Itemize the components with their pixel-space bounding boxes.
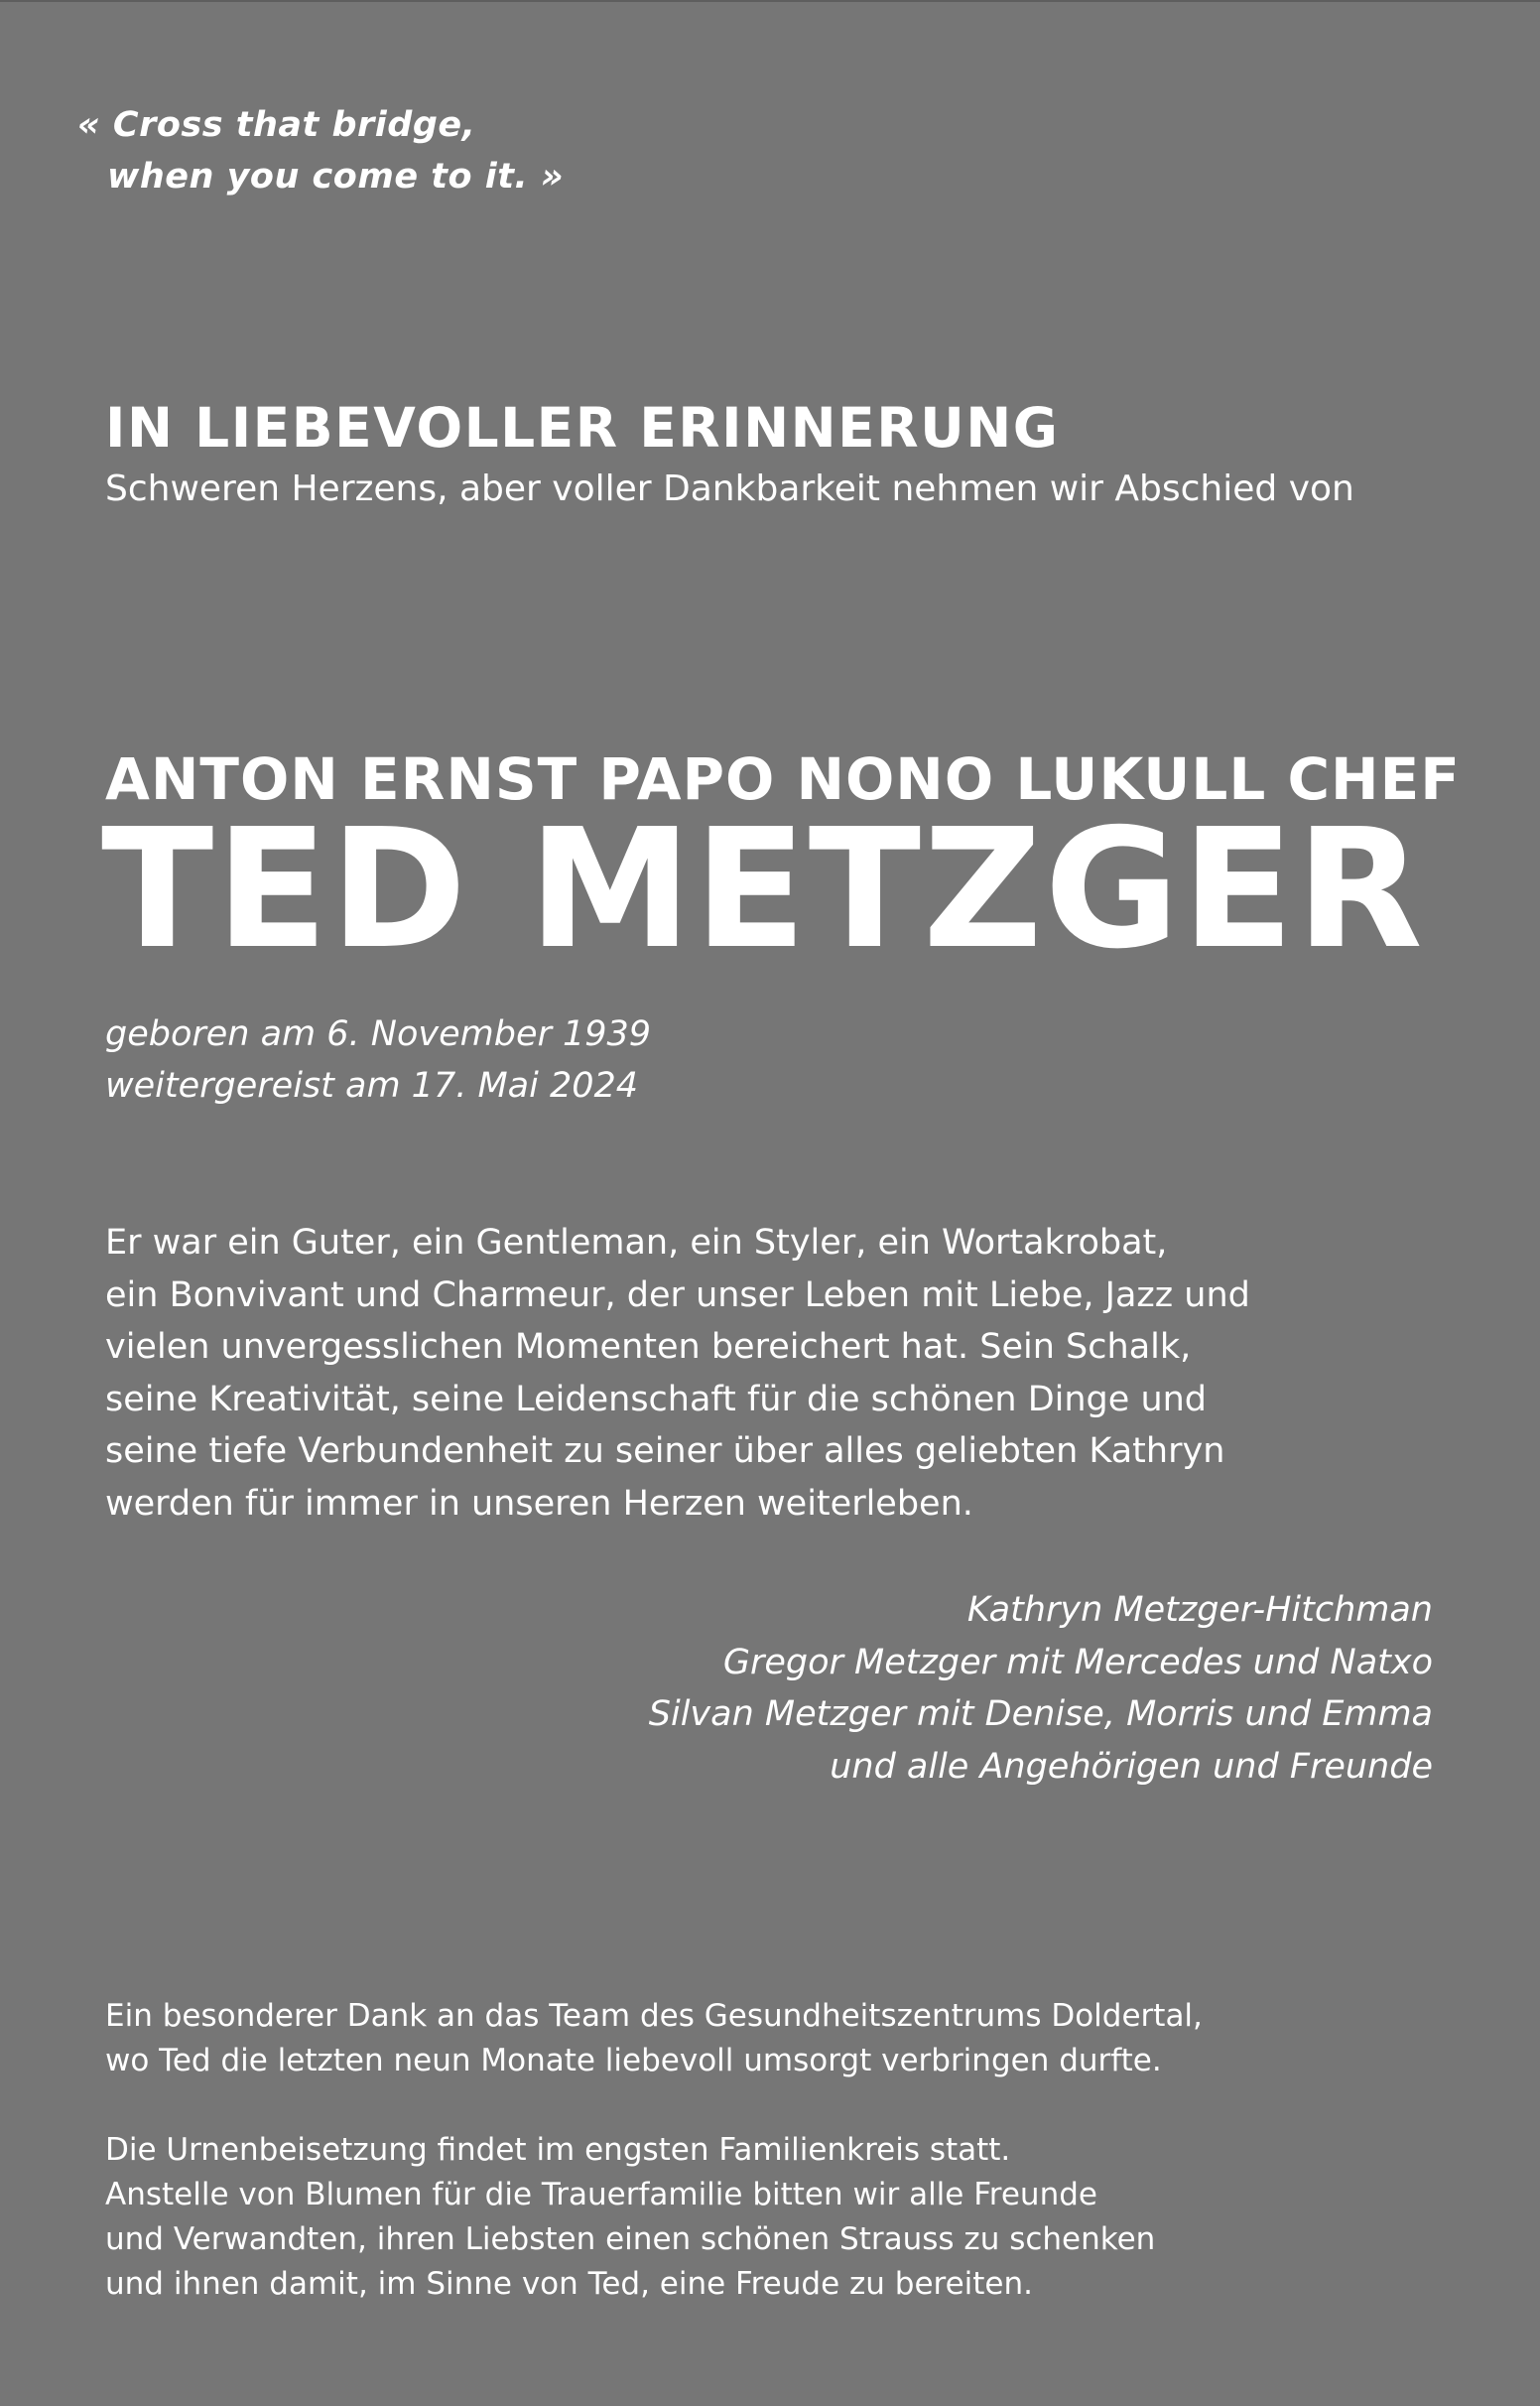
memory-heading: IN LIEBEVOLLER ERINNERUNG <box>105 396 1060 460</box>
memory-subtitle: Schweren Herzens, aber voller Dankbarkeit nehmen wir Abschied von <box>105 468 1354 509</box>
tribute-text <box>105 1217 1475 1530</box>
birth-date: geboren am 6. November 1939 <box>105 1014 652 1054</box>
thanks-line: wo Ted die letzten neun Monate liebevoll umsorgt verbringen durfte. <box>105 2043 1162 2078</box>
tribute-line: werden für immer in unseren Herzen weiterleben. <box>105 1483 973 1524</box>
given-names: ANTON ERNST PAPO NONO LUKULL CHEF <box>105 745 1461 813</box>
tribute-line: seine tiefe Verbundenheit zu seiner über alles geliebten Kathryn <box>105 1431 1225 1471</box>
quote-line-1: « Cross that bridge, <box>77 105 476 145</box>
burial-line: Anstelle von Blumen für die Trauerfamilie bitten wir alle Freunde <box>105 2177 1097 2212</box>
mourner-line: Kathryn Metzger-Hitchman <box>966 1590 1433 1630</box>
thanks-note <box>105 1994 1203 2083</box>
death-date: weitergereist am 17. Mai 2024 <box>105 1066 639 1106</box>
thanks-line: Ein besonderer Dank an das Team des Gesundheitszentrums Doldertal, <box>105 1998 1203 2034</box>
mourners-list <box>649 1584 1433 1793</box>
life-dates <box>105 1008 651 1112</box>
deceased-name: TED METZGER <box>101 794 1425 986</box>
burial-line: Die Urnenbeisetzung findet im engsten Familienkreis statt. <box>105 2132 1011 2168</box>
burial-note <box>105 2128 1155 2307</box>
mourner-line: und alle Angehörigen und Freunde <box>830 1746 1433 1787</box>
quote-line-2: when you come to it. » <box>107 157 565 197</box>
burial-line: und Verwandten, ihren Liebsten einen schönen Strauss zu schenken <box>105 2221 1156 2257</box>
burial-line: und ihnen damit, im Sinne von Ted, eine Freude zu bereiten. <box>105 2266 1033 2302</box>
tribute-line: ein Bonvivant und Charmeur, der unser Leben mit Liebe, Jazz und <box>105 1274 1250 1315</box>
epigraph-quote <box>77 99 564 202</box>
mourner-line: Silvan Metzger mit Denise, Morris und Emma <box>648 1694 1433 1734</box>
mourner-line: Gregor Metzger mit Mercedes und Natxo <box>722 1642 1433 1682</box>
tribute-line: Er war ein Guter, ein Gentleman, ein Styler, ein Wortakrobat, <box>105 1223 1168 1263</box>
tribute-line: vielen unvergesslichen Momenten bereichert hat. Sein Schalk, <box>105 1327 1192 1367</box>
tribute-line: seine Kreativität, seine Leidenschaft für die schönen Dinge und <box>105 1379 1208 1419</box>
